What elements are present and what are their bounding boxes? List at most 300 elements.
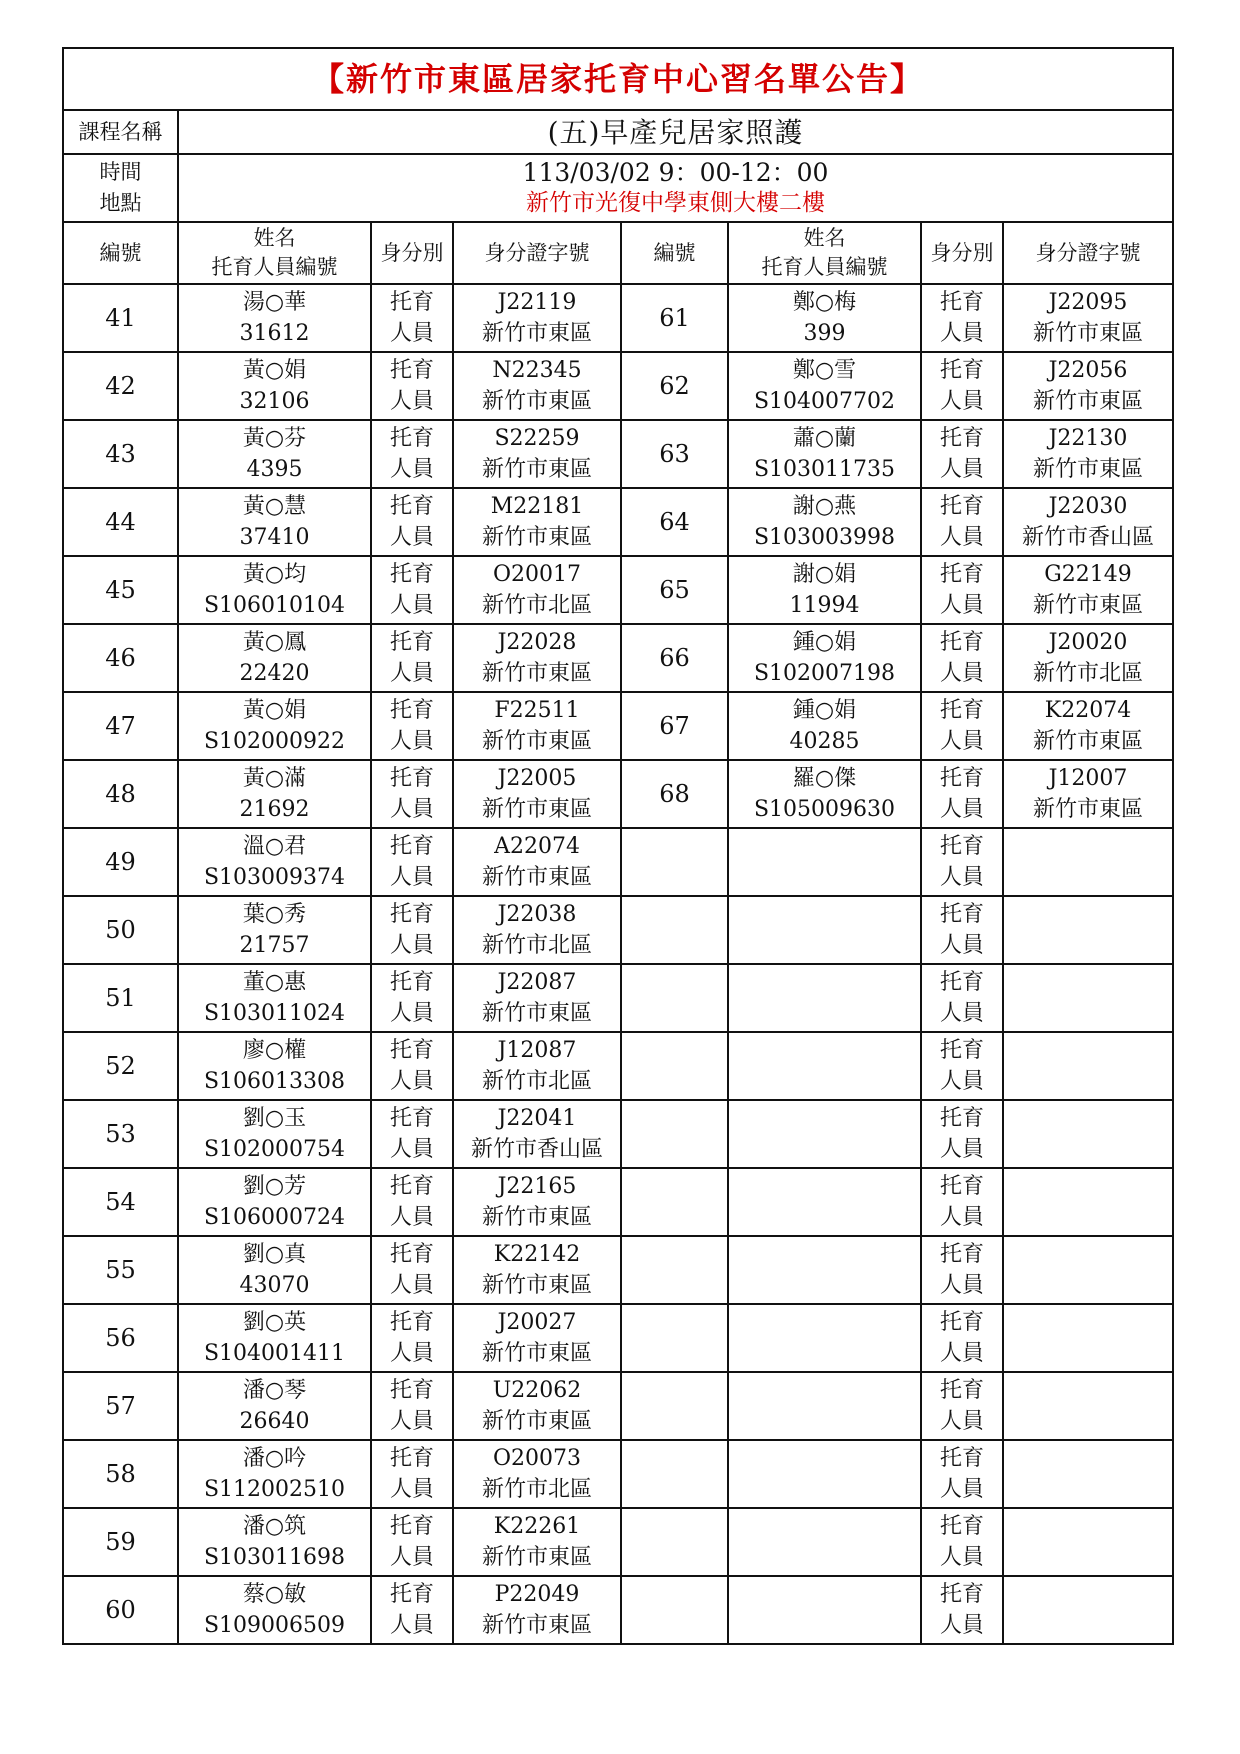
identity-type-line2: 人員 <box>939 729 984 754</box>
caregiver-name-code-line2: S103003998 <box>753 525 896 550</box>
entry-number: 61 <box>621 284 728 352</box>
identity-type-line2: 人員 <box>939 865 984 890</box>
id-number-area <box>453 556 621 624</box>
caregiver-name-code-line1: 鍾○娟 <box>792 698 857 723</box>
id-number-area-line2: 新竹市東區 <box>1033 389 1144 414</box>
id-number-area <box>453 1508 621 1576</box>
caregiver-name-code-line2: 43070 <box>239 1273 310 1298</box>
time-place-label <box>63 154 178 222</box>
caregiver-name-code-line1: 謝○燕 <box>792 494 857 519</box>
id-number-area-line2: 新竹市東區 <box>481 1273 592 1298</box>
id-number-area <box>1003 420 1173 488</box>
id-number-area-line1: U22062 <box>492 1378 582 1403</box>
identity-type-line1: 托育 <box>389 1174 434 1199</box>
id-number-area-line1: F22511 <box>494 698 580 723</box>
id-number-area <box>1003 352 1173 420</box>
identity-type <box>921 1032 1003 1100</box>
table-row <box>63 1100 1173 1168</box>
entry-number: 49 <box>63 828 178 896</box>
caregiver-name-code <box>178 1100 371 1168</box>
identity-type-line1: 托育 <box>389 290 434 315</box>
table-row <box>63 896 1173 964</box>
caregiver-name-code <box>178 828 371 896</box>
identity-type <box>371 1100 453 1168</box>
identity-type-line2: 人員 <box>389 593 434 618</box>
id-number-area <box>1003 1372 1173 1440</box>
identity-type <box>921 692 1003 760</box>
identity-type <box>921 760 1003 828</box>
identity-type-line1: 托育 <box>939 494 984 519</box>
title-row <box>63 48 1173 110</box>
id-number-area-line2: 新竹市香山區 <box>470 1137 603 1162</box>
identity-type-line1: 托育 <box>939 1514 984 1539</box>
caregiver-name-code-line2: S103009374 <box>203 865 346 890</box>
id-number-area <box>453 420 621 488</box>
identity-type-line2: 人員 <box>939 1273 984 1298</box>
identity-type <box>371 488 453 556</box>
table-row <box>63 420 1173 488</box>
id-number-area-line1: J22005 <box>497 766 577 791</box>
caregiver-name-code-line1: 蔡○敏 <box>242 1582 307 1607</box>
id-number-area-line2: 新竹市東區 <box>1033 797 1144 822</box>
entry-number: 46 <box>63 624 178 692</box>
identity-type-line2: 人員 <box>389 865 434 890</box>
caregiver-name-code-line1: 黃○滿 <box>242 766 307 791</box>
id-number-area <box>453 1100 621 1168</box>
entry-number: 48 <box>63 760 178 828</box>
identity-type-line1: 托育 <box>389 1378 434 1403</box>
caregiver-name-code <box>178 760 371 828</box>
entry-number <box>621 1576 728 1644</box>
id-number-area-line1: K22261 <box>493 1514 581 1539</box>
identity-type-line2: 人員 <box>939 321 984 346</box>
identity-type <box>921 352 1003 420</box>
caregiver-name-code-line2: S105009630 <box>753 797 896 822</box>
id-number-area-line2: 新竹市東區 <box>481 1341 592 1366</box>
id-number-area-line1: J22041 <box>497 1106 577 1131</box>
id-number-area-line1: J22130 <box>1048 426 1128 451</box>
caregiver-name-code-line1: 黃○芬 <box>242 426 307 451</box>
identity-type-line1: 托育 <box>389 766 434 791</box>
id-number-area <box>1003 1236 1173 1304</box>
caregiver-name-code-line1: 董○惠 <box>242 970 307 995</box>
entry-number: 50 <box>63 896 178 964</box>
caregiver-name-code-line1: 葉○秀 <box>242 902 307 927</box>
time-label: 時間 <box>99 160 142 184</box>
caregiver-name-code-line1: 潘○筑 <box>242 1514 307 1539</box>
id-number-area-line1: K22142 <box>493 1242 581 1267</box>
caregiver-name-code <box>728 1100 921 1168</box>
identity-type-line2: 人員 <box>939 661 984 686</box>
id-number-area-line1: J20027 <box>497 1310 577 1335</box>
identity-type <box>371 1440 453 1508</box>
caregiver-name-code <box>728 1032 921 1100</box>
id-number-area <box>1003 1100 1173 1168</box>
id-number-area-line1: J22030 <box>1048 494 1128 519</box>
table-row <box>63 1440 1173 1508</box>
identity-type-line1: 托育 <box>939 970 984 995</box>
caregiver-name-code-line1: 羅○傑 <box>792 766 857 791</box>
id-number-area-line1: J22028 <box>497 630 577 655</box>
caregiver-name-code-line1: 潘○琴 <box>242 1378 307 1403</box>
id-number-area-line2: 新竹市香山區 <box>1022 525 1155 550</box>
identity-type <box>921 964 1003 1032</box>
caregiver-name-code <box>728 624 921 692</box>
id-number-area-line1: J22095 <box>1048 290 1128 315</box>
caregiver-name-code-line2: 399 <box>803 321 846 346</box>
identity-type-line2: 人員 <box>939 1205 984 1230</box>
caregiver-name-code <box>178 488 371 556</box>
caregiver-name-code-line2: S106000724 <box>203 1205 346 1230</box>
header-role: 身分別 <box>921 222 1003 284</box>
id-number-area-line1: M22181 <box>490 494 584 519</box>
header-num: 編號 <box>621 222 728 284</box>
identity-type <box>921 1236 1003 1304</box>
table-row <box>63 964 1173 1032</box>
entry-number <box>621 896 728 964</box>
identity-type-line1: 托育 <box>389 1446 434 1471</box>
caregiver-name-code-line1: 廖○權 <box>242 1038 307 1063</box>
identity-type <box>371 1032 453 1100</box>
entry-number <box>621 1440 728 1508</box>
entry-number: 53 <box>63 1100 178 1168</box>
identity-type <box>921 556 1003 624</box>
id-number-area <box>453 624 621 692</box>
identity-type-line1: 托育 <box>939 1174 984 1199</box>
id-number-area-line2: 新竹市東區 <box>481 525 592 550</box>
entry-number: 51 <box>63 964 178 1032</box>
caregiver-name-code-line2: S103011024 <box>203 1001 346 1026</box>
identity-type-line1: 托育 <box>389 358 434 383</box>
id-number-area <box>1003 624 1173 692</box>
caregiver-name-code-line2: S106010104 <box>203 593 346 618</box>
caregiver-name-code-line1: 黃○娟 <box>242 698 307 723</box>
caregiver-name-code <box>728 1440 921 1508</box>
caregiver-name-code <box>728 284 921 352</box>
identity-type <box>921 284 1003 352</box>
entry-number: 66 <box>621 624 728 692</box>
identity-type-line1: 托育 <box>389 1242 434 1267</box>
identity-type-line2: 人員 <box>389 797 434 822</box>
caregiver-name-code-line2: 32106 <box>239 389 310 414</box>
id-number-area-line2: 新竹市東區 <box>1033 321 1144 346</box>
caregiver-name-code-line2: S103011735 <box>753 457 896 482</box>
identity-type <box>371 352 453 420</box>
id-number-area <box>453 352 621 420</box>
page-title: 【新竹市東區居家托育中心習名單公告】 <box>63 48 1173 110</box>
caregiver-name-code-line2: 40285 <box>789 729 860 754</box>
entry-number <box>621 1032 728 1100</box>
header-num: 編號 <box>63 222 178 284</box>
identity-type-line2: 人員 <box>939 389 984 414</box>
entry-number <box>621 964 728 1032</box>
caregiver-name-code <box>178 284 371 352</box>
caregiver-name-code-line2: 26640 <box>239 1409 310 1434</box>
id-number-area <box>453 1032 621 1100</box>
identity-type-line2: 人員 <box>939 457 984 482</box>
caregiver-name-code-line2: S109006509 <box>203 1613 346 1638</box>
time-place-row <box>63 154 1173 222</box>
id-number-area-line2: 新竹市東區 <box>481 797 592 822</box>
identity-type-line1: 托育 <box>389 1038 434 1063</box>
caregiver-name-code-line1: 潘○吟 <box>242 1446 307 1471</box>
id-number-area <box>1003 964 1173 1032</box>
id-number-area-line2: 新竹市東區 <box>481 321 592 346</box>
identity-type <box>921 1576 1003 1644</box>
caregiver-name-code-line1: 黃○慧 <box>242 494 307 519</box>
identity-type-line1: 托育 <box>939 1582 984 1607</box>
identity-type <box>371 1508 453 1576</box>
identity-type-line1: 托育 <box>389 902 434 927</box>
table-row <box>63 1168 1173 1236</box>
identity-type-line1: 托育 <box>389 494 434 519</box>
identity-type-line1: 托育 <box>939 1310 984 1335</box>
id-number-area <box>1003 692 1173 760</box>
id-number-area <box>453 1304 621 1372</box>
entry-number <box>621 1168 728 1236</box>
caregiver-name-code-line1: 黃○娟 <box>242 358 307 383</box>
identity-type <box>921 1304 1003 1372</box>
course-location: 新竹市光復中學東側大樓二樓 <box>526 190 825 216</box>
caregiver-name-code-line2: 22420 <box>239 661 310 686</box>
id-number-area-line2: 新竹市東區 <box>481 661 592 686</box>
identity-type-line2: 人員 <box>939 593 984 618</box>
identity-type <box>921 1100 1003 1168</box>
identity-type-line2: 人員 <box>389 457 434 482</box>
identity-type-line2: 人員 <box>389 1069 434 1094</box>
caregiver-name-code-line2: 21757 <box>239 933 310 958</box>
identity-type-line1: 托育 <box>389 562 434 587</box>
caregiver-name-code <box>728 488 921 556</box>
id-number-area <box>453 284 621 352</box>
id-number-area <box>453 964 621 1032</box>
entry-number <box>621 1508 728 1576</box>
id-number-area-line1: A22074 <box>494 834 580 859</box>
identity-type-line1: 托育 <box>389 834 434 859</box>
roster-table <box>62 47 1174 1645</box>
identity-type-line2: 人員 <box>939 1341 984 1366</box>
identity-type-line2: 人員 <box>939 1613 984 1638</box>
identity-type-line1: 托育 <box>939 562 984 587</box>
id-number-area <box>1003 1508 1173 1576</box>
identity-type-line1: 托育 <box>389 1310 434 1335</box>
id-number-area <box>1003 1032 1173 1100</box>
entry-number <box>621 1100 728 1168</box>
entry-number: 56 <box>63 1304 178 1372</box>
identity-type-line1: 托育 <box>939 766 984 791</box>
identity-type-line1: 托育 <box>939 1038 984 1063</box>
caregiver-name-code-line1: 湯○華 <box>242 290 307 315</box>
roster-sheet <box>62 47 1172 1645</box>
column-header-row <box>63 222 1173 284</box>
identity-type-line2: 人員 <box>389 1477 434 1502</box>
identity-type-line2: 人員 <box>939 525 984 550</box>
identity-type <box>371 692 453 760</box>
identity-type-line2: 人員 <box>939 1001 984 1026</box>
caregiver-name-code-line2: S104001411 <box>203 1341 346 1366</box>
identity-type <box>921 420 1003 488</box>
identity-type-line1: 托育 <box>939 1106 984 1131</box>
caregiver-name-code-line2: S104007702 <box>753 389 896 414</box>
table-row <box>63 284 1173 352</box>
entry-number: 43 <box>63 420 178 488</box>
caregiver-name-code-line2: 37410 <box>239 525 310 550</box>
table-row <box>63 488 1173 556</box>
entry-number: 67 <box>621 692 728 760</box>
header-name-line1: 姓名 <box>803 226 846 250</box>
entry-number: 64 <box>621 488 728 556</box>
id-number-area <box>453 1440 621 1508</box>
id-number-area-line2: 新竹市東區 <box>481 1409 592 1434</box>
caregiver-name-code <box>178 692 371 760</box>
entry-number: 42 <box>63 352 178 420</box>
identity-type-line2: 人員 <box>389 525 434 550</box>
table-row <box>63 692 1173 760</box>
identity-type-line2: 人員 <box>939 1137 984 1162</box>
caregiver-name-code <box>728 896 921 964</box>
identity-type-line2: 人員 <box>389 1341 434 1366</box>
identity-type-line1: 托育 <box>389 1582 434 1607</box>
id-number-area-line1: O20073 <box>492 1446 582 1471</box>
entry-number: 58 <box>63 1440 178 1508</box>
identity-type-line1: 托育 <box>389 1106 434 1131</box>
caregiver-name-code-line1: 劉○玉 <box>242 1106 307 1131</box>
id-number-area-line1: J12087 <box>497 1038 577 1063</box>
id-number-area-line1: J20020 <box>1048 630 1128 655</box>
caregiver-name-code-line1: 劉○英 <box>242 1310 307 1335</box>
identity-type <box>921 1372 1003 1440</box>
identity-type-line1: 托育 <box>389 1514 434 1539</box>
identity-type <box>921 624 1003 692</box>
caregiver-name-code <box>728 352 921 420</box>
id-number-area <box>1003 556 1173 624</box>
identity-type <box>371 284 453 352</box>
entry-number: 57 <box>63 1372 178 1440</box>
header-name <box>178 222 371 284</box>
identity-type-line2: 人員 <box>389 729 434 754</box>
caregiver-name-code <box>728 760 921 828</box>
header-name-line2: 托育人員編號 <box>211 255 338 279</box>
id-number-area <box>1003 828 1173 896</box>
identity-type <box>371 896 453 964</box>
id-number-area <box>453 1168 621 1236</box>
id-number-area <box>453 692 621 760</box>
identity-type-line2: 人員 <box>939 933 984 958</box>
identity-type-line2: 人員 <box>389 389 434 414</box>
identity-type-line2: 人員 <box>389 1137 434 1162</box>
identity-type-line2: 人員 <box>939 1409 984 1434</box>
id-number-area <box>1003 488 1173 556</box>
caregiver-name-code-line2: 21692 <box>239 797 310 822</box>
entry-number <box>621 828 728 896</box>
id-number-area-line2: 新竹市東區 <box>481 1205 592 1230</box>
identity-type-line1: 托育 <box>939 630 984 655</box>
caregiver-name-code <box>178 1508 371 1576</box>
id-number-area-line2: 新竹市東區 <box>481 1545 592 1570</box>
id-number-area-line1: O20017 <box>492 562 582 587</box>
course-row <box>63 110 1173 154</box>
entry-number: 52 <box>63 1032 178 1100</box>
caregiver-name-code <box>728 692 921 760</box>
entry-number: 59 <box>63 1508 178 1576</box>
entry-number: 62 <box>621 352 728 420</box>
caregiver-name-code <box>178 1168 371 1236</box>
caregiver-name-code-line1: 鄭○梅 <box>792 290 857 315</box>
header-role: 身分別 <box>371 222 453 284</box>
caregiver-name-code-line2: S102007198 <box>753 661 896 686</box>
caregiver-name-code <box>178 1440 371 1508</box>
caregiver-name-code <box>178 1304 371 1372</box>
id-number-area-line2: 新竹市北區 <box>481 933 592 958</box>
caregiver-name-code-line1: 黃○均 <box>242 562 307 587</box>
caregiver-name-code <box>728 1168 921 1236</box>
id-number-area <box>453 896 621 964</box>
header-id: 身分證字號 <box>1003 222 1173 284</box>
id-number-area <box>453 760 621 828</box>
course-time: 113/03/02 9：00-12：00 <box>522 158 829 187</box>
caregiver-name-code <box>728 1576 921 1644</box>
identity-type-line2: 人員 <box>389 1001 434 1026</box>
id-number-area-line2: 新竹市北區 <box>481 1069 592 1094</box>
caregiver-name-code-line2: S102000922 <box>203 729 346 754</box>
id-number-area-line2: 新竹市東區 <box>1033 729 1144 754</box>
entry-number <box>621 1372 728 1440</box>
id-number-area-line2: 新竹市北區 <box>481 1477 592 1502</box>
id-number-area-line2: 新竹市北區 <box>1033 661 1144 686</box>
course-name: (五)早產兒居家照護 <box>178 110 1173 154</box>
id-number-area-line2: 新竹市東區 <box>481 389 592 414</box>
entry-number: 65 <box>621 556 728 624</box>
id-number-area-line2: 新竹市東區 <box>1033 593 1144 618</box>
caregiver-name-code <box>728 1304 921 1372</box>
course-label: 課程名稱 <box>63 110 178 154</box>
identity-type-line1: 托育 <box>939 1378 984 1403</box>
caregiver-name-code-line1: 劉○真 <box>242 1242 307 1267</box>
id-number-area-line1: J22119 <box>497 290 577 315</box>
identity-type-line2: 人員 <box>939 1069 984 1094</box>
entry-number: 41 <box>63 284 178 352</box>
table-row <box>63 760 1173 828</box>
id-number-area <box>453 1372 621 1440</box>
id-number-area <box>453 488 621 556</box>
identity-type-line1: 托育 <box>939 358 984 383</box>
table-row <box>63 1508 1173 1576</box>
caregiver-name-code-line1: 黃○鳳 <box>242 630 307 655</box>
id-number-area <box>1003 896 1173 964</box>
entry-number: 55 <box>63 1236 178 1304</box>
caregiver-name-code <box>728 420 921 488</box>
identity-type-line1: 托育 <box>939 834 984 859</box>
identity-type <box>921 1168 1003 1236</box>
table-row <box>63 828 1173 896</box>
caregiver-name-code <box>728 964 921 1032</box>
id-number-area <box>453 1576 621 1644</box>
caregiver-name-code-line2: S106013308 <box>203 1069 346 1094</box>
caregiver-name-code-line2: S112002510 <box>203 1477 346 1502</box>
id-number-area <box>453 1236 621 1304</box>
id-number-area-line1: J12007 <box>1048 766 1128 791</box>
caregiver-name-code-line2: S102000754 <box>203 1137 346 1162</box>
identity-type <box>371 964 453 1032</box>
header-name <box>728 222 921 284</box>
identity-type <box>921 896 1003 964</box>
id-number-area-line2: 新竹市東區 <box>481 1001 592 1026</box>
identity-type-line1: 托育 <box>939 426 984 451</box>
caregiver-name-code-line1: 謝○娟 <box>792 562 857 587</box>
caregiver-name-code-line2: 11994 <box>789 593 860 618</box>
identity-type-line2: 人員 <box>389 1545 434 1570</box>
identity-type-line2: 人員 <box>389 1205 434 1230</box>
